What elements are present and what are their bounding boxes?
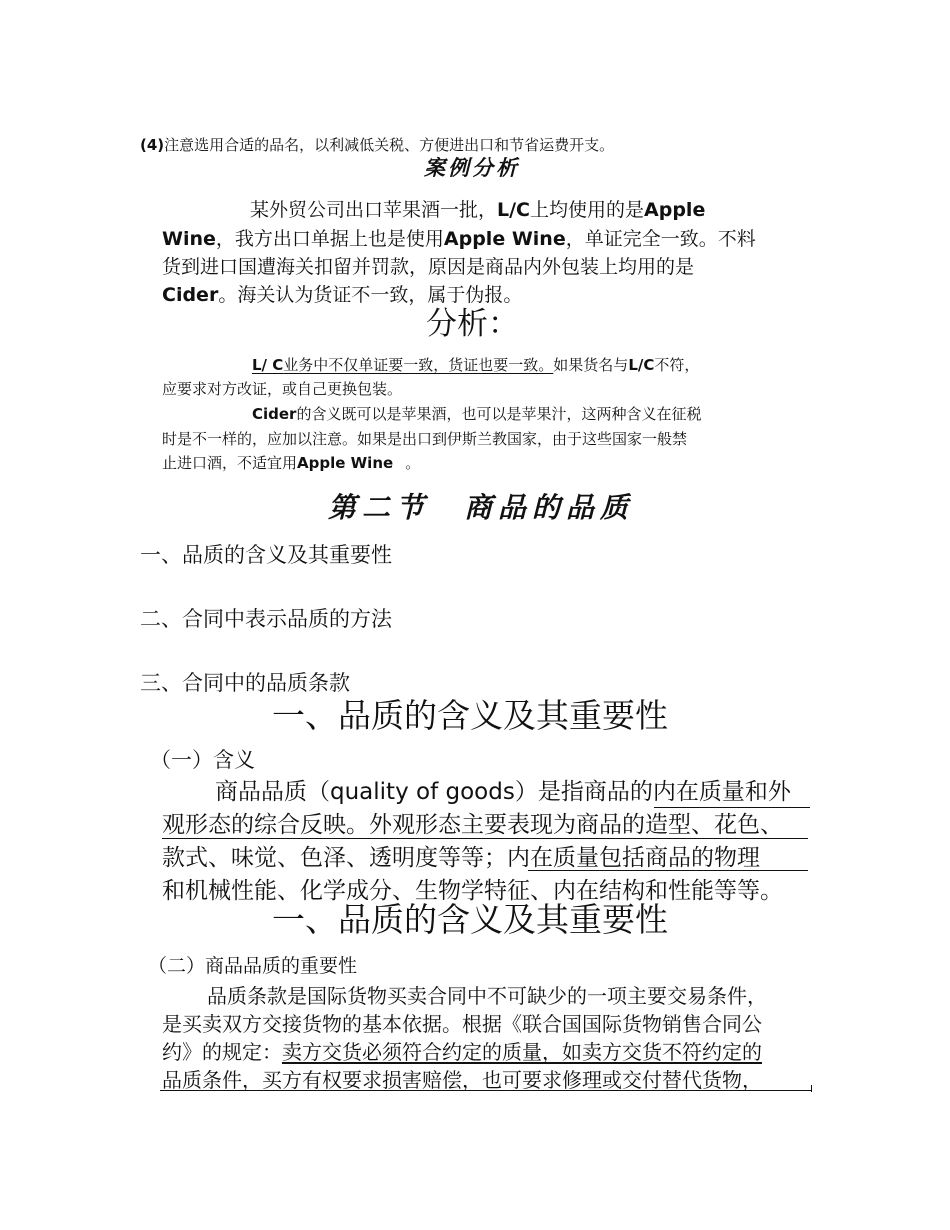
quality-term: quality of goods: [330, 779, 515, 805]
case-line-1: [250, 195, 705, 222]
lc-term: L/ C: [252, 356, 284, 374]
case-title: 案例分析: [424, 155, 520, 180]
importance-line-3: [162, 1036, 762, 1065]
case-text: 。海关认为货证不一致，属于伪报。: [218, 284, 523, 306]
analysis-text: 的含义既可以是苹果酒，也可以是苹果汁，这两种含义在征税: [296, 405, 702, 423]
apple-term: Apple: [644, 199, 706, 221]
tip-line: [140, 134, 614, 155]
analysis-text: 止进口酒，不适宜用: [162, 454, 298, 472]
subheading-meaning: （一）含义: [150, 748, 255, 772]
importance-underlined: 卖方交货必须符合约定的质量，如卖方交货不符约定的: [282, 1040, 762, 1064]
analysis-line-4: 时是不一样的，应加以注意。如果是出口到伊斯兰教国家，由于这些国家一般禁: [162, 430, 688, 448]
importance-line-1: 品质条款是国际货物买卖合同中不可缺少的一项主要交易条件，: [207, 984, 767, 1008]
outline-item-3: 三、合同中的品质条款: [140, 671, 350, 695]
heading-quality-importance: 一、品质的含义及其重要性: [272, 900, 668, 939]
subheading-importance: （二）商品品质的重要性: [148, 955, 358, 977]
lc-term: L/C: [497, 199, 531, 221]
tip-text: 注意选用合适的品名，以利减低关税、方便进出口和节省运费开支。: [164, 136, 615, 154]
analysis-line-5: [162, 452, 420, 473]
lc-term: L/C: [628, 356, 655, 374]
heading-quality-meaning: 一、品质的含义及其重要性: [272, 696, 668, 735]
meaning-line-3: 款式、味觉、色泽、透明度等等；内在质量包括商品的物理: [162, 845, 760, 871]
meaning-text: ）是指商品的内在质量和外: [514, 779, 791, 805]
tip-number: (4): [140, 136, 165, 154]
importance-text: 约》的规定：: [162, 1040, 282, 1064]
underline-rule: [528, 870, 808, 871]
outline-item-2: 二、合同中表示品质的方法: [140, 607, 392, 631]
case-line-2: [162, 224, 756, 251]
underline-rule: [654, 807, 810, 808]
case-text: 上均使用的是: [530, 199, 645, 221]
importance-line-2: 是买卖双方交接货物的基本依据。根据《联合国国际货物销售合同公: [162, 1012, 762, 1036]
analysis-line-1: [252, 354, 699, 375]
underline-rule: [162, 838, 808, 839]
section-title: 第二节 商品的品质: [328, 491, 635, 524]
analysis-text: 不符，: [654, 356, 700, 374]
case-text: ，单证完全一致。不料: [565, 228, 756, 250]
case-line-3: 货到进口国遭海关扣留并罚款，原因是商品内外包装上均用的是: [162, 256, 695, 278]
case-text: ，我方出口单据上也是使用: [215, 228, 444, 250]
analysis-line-3: [252, 403, 701, 424]
meaning-line-2: 观形态的综合反映。外观形态主要表现为商品的造型、花色、: [162, 812, 783, 838]
cider-term: Cider: [252, 405, 297, 423]
cider-term: Cider: [162, 284, 219, 306]
meaning-text: 商品品质（: [215, 779, 330, 805]
analysis-text: 如果货名与: [553, 356, 629, 374]
margin-tick: [811, 1085, 812, 1092]
wine-term: Wine: [162, 228, 216, 250]
analysis-text: 。: [405, 454, 421, 472]
apple-wine-term: Apple Wine: [443, 228, 566, 250]
underline-rule: [160, 1090, 812, 1091]
apple-wine-term: Apple Wine: [297, 454, 394, 472]
analysis-title: 分析：: [426, 306, 519, 342]
meaning-line-1: [215, 773, 791, 806]
meaning-line-4: 和机械性能、化学成分、生物学特征、内在结构和性能等等。: [162, 878, 783, 904]
analysis-line-2: 应要求对方改证，或自己更换包装。: [162, 380, 403, 398]
case-text: 某外贸公司出口苹果酒一批，: [250, 199, 498, 221]
analysis-underlined: 业务中不仅单证要一致，货证也要一致。: [283, 356, 554, 374]
importance-line-4: 品质条件，买方有权要求损害赔偿，也可要求修理或交付替代货物，: [162, 1068, 762, 1092]
outline-item-1: 一、品质的含义及其重要性: [140, 543, 392, 567]
